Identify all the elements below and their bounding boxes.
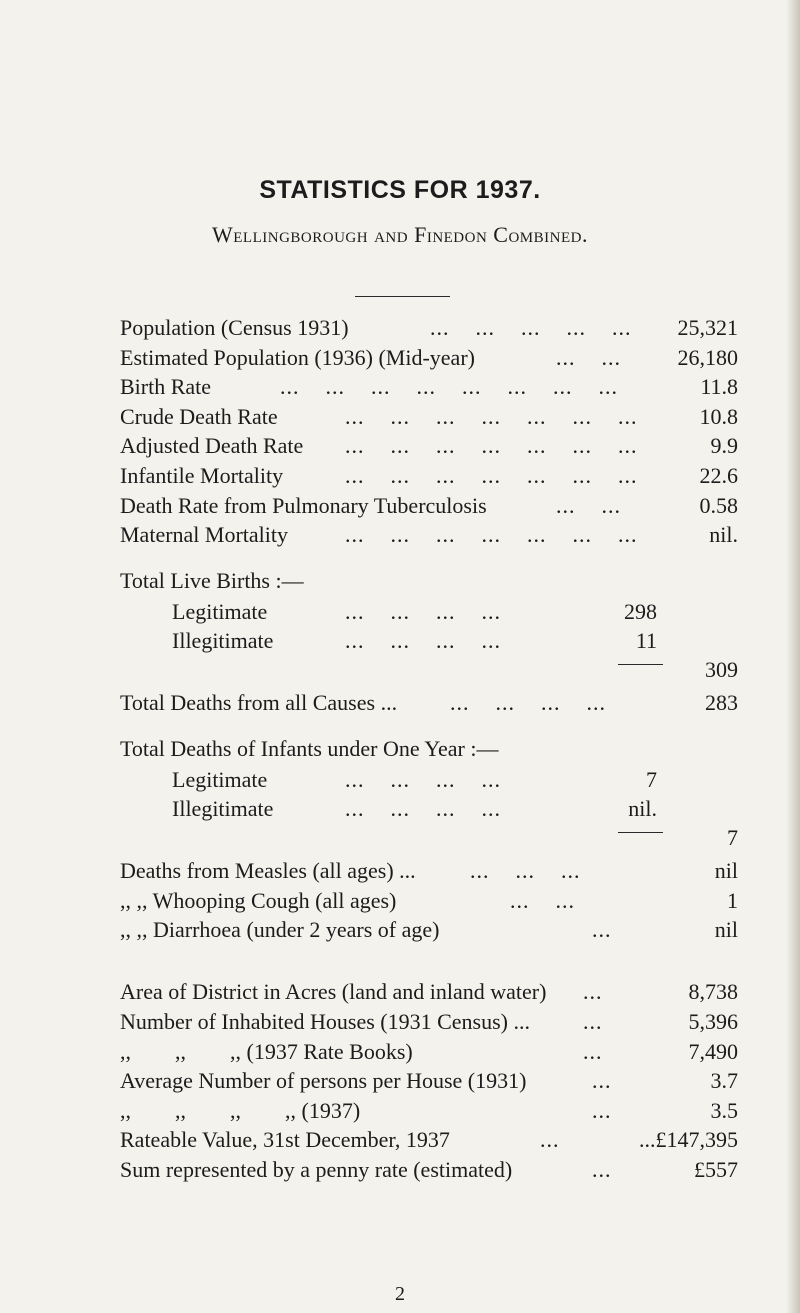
row-tb-death-rate	[0, 491, 800, 521]
row-total-deaths	[0, 688, 800, 718]
row-label: ,, ,, Whooping Cough (all ages)	[120, 888, 397, 913]
row-live-births-legitimate	[0, 597, 800, 627]
row-rateable-value	[0, 1125, 800, 1155]
row-label: Maternal Mortality	[120, 522, 289, 547]
row-value: 26,180	[677, 345, 738, 370]
row-value: ...£147,395	[639, 1127, 738, 1152]
row-value: 3.7	[710, 1068, 738, 1093]
row-label: Birth Rate	[120, 374, 212, 399]
row-value: nil.	[709, 522, 738, 547]
row-live-births-total	[0, 655, 800, 685]
row-infantile-mortality	[0, 461, 800, 491]
row-label: Adjusted Death Rate	[120, 433, 304, 458]
infant-deaths-heading	[0, 734, 800, 764]
sub-value: 298	[624, 599, 657, 624]
row-label: Legitimate	[172, 767, 268, 792]
row-label: Rateable Value, 31st December, 1937	[120, 1127, 450, 1152]
leader-dots: ... ... ... ... ... ... ...	[345, 463, 638, 488]
row-diarrhoea	[0, 915, 800, 945]
row-label: Death Rate from Pulmonary Tuberculosis	[120, 493, 487, 518]
row-maternal-mortality	[0, 520, 800, 550]
row-value: 10.8	[699, 404, 738, 429]
row-label: ,, ,, Diarrhoea (under 2 years of age)	[120, 917, 440, 942]
row-label: Estimated Population (1936) (Mid-year)	[120, 345, 475, 370]
leader-dots: ... ... ... ...	[450, 690, 606, 715]
row-label: ,, ,, ,, ,, (1937)	[120, 1098, 361, 1123]
row-whooping-cough	[0, 886, 800, 916]
leader-dots: ... ... ... ... ... ... ...	[345, 404, 638, 429]
leader-dots: ... ...	[556, 345, 621, 370]
row-area	[0, 977, 800, 1007]
row-measles	[0, 856, 800, 886]
row-label: Total Deaths from all Causes ...	[120, 690, 398, 715]
section-heading: Total Live Births :—	[120, 568, 304, 593]
sub-value: nil.	[628, 796, 657, 821]
leader-dots: ... ... ... ...	[345, 796, 501, 821]
page-number: 2	[395, 1283, 405, 1305]
leader-dots: ... ... ... ...	[345, 628, 501, 653]
leader-dots: ...	[592, 1068, 612, 1093]
leader-dots: ...	[592, 1098, 612, 1123]
row-value: 22.6	[699, 463, 738, 488]
leader-dots: ...	[583, 1039, 603, 1064]
row-value: 9.9	[710, 433, 738, 458]
row-label: Deaths from Measles (all ages) ...	[120, 858, 416, 883]
row-label: Average Number of persons per House (1931)	[120, 1068, 527, 1093]
leader-dots: ... ... ... ...	[345, 599, 501, 624]
sub-value: 7	[646, 767, 657, 792]
row-value: 283	[705, 690, 738, 715]
row-infant-deaths-legitimate	[0, 765, 800, 795]
row-label: Legitimate	[172, 599, 268, 624]
leader-dots: ... ... ... ...	[345, 767, 501, 792]
row-penny-rate	[0, 1155, 800, 1185]
leader-dots: ...	[583, 979, 603, 1004]
row-infant-deaths-illegitimate	[0, 794, 800, 824]
row-value: 25,321	[677, 315, 738, 340]
sub-value: 11	[635, 628, 657, 653]
row-value: 5,396	[688, 1009, 738, 1034]
row-houses-1931	[0, 1007, 800, 1037]
leader-dots: ...	[540, 1127, 560, 1152]
row-persons-1931	[0, 1066, 800, 1096]
row-estimated-population	[0, 343, 800, 373]
row-live-births-illegitimate	[0, 626, 800, 656]
live-births-heading	[0, 566, 800, 596]
row-value: £557	[694, 1157, 738, 1182]
row-birth-rate	[0, 372, 800, 402]
leader-dots: ... ... ...	[470, 858, 581, 883]
row-value: 7,490	[688, 1039, 738, 1064]
row-value: nil	[714, 858, 738, 883]
row-value: 0.58	[699, 493, 738, 518]
row-label: Population (Census 1931)	[120, 315, 349, 340]
leader-dots: ...	[583, 1009, 603, 1034]
row-value: nil	[714, 917, 738, 942]
row-adjusted-death-rate	[0, 431, 800, 461]
row-label: Area of District in Acres (land and inland water)	[120, 979, 547, 1004]
row-infant-deaths-total	[0, 823, 800, 853]
row-value: 3.5	[710, 1098, 738, 1123]
row-crude-death-rate	[0, 402, 800, 432]
leader-dots: ... ... ... ... ... ... ...	[345, 433, 638, 458]
row-label: Crude Death Rate	[120, 404, 278, 429]
leader-dots: ...	[592, 1157, 612, 1182]
row-label: Sum represented by a penny rate (estimated)	[120, 1157, 513, 1182]
row-houses-1937	[0, 1037, 800, 1067]
row-value: 11.8	[700, 374, 738, 399]
total-value: 7	[727, 825, 738, 850]
row-population	[0, 313, 800, 343]
total-value: 309	[705, 657, 738, 682]
title-divider	[355, 296, 450, 297]
row-label: Infantile Mortality	[120, 463, 284, 488]
leader-dots: ... ... ... ... ... ... ... ...	[280, 374, 618, 399]
leader-dots: ...	[592, 917, 612, 942]
row-label: Number of Inhabited Houses (1931 Census) ...	[120, 1009, 530, 1034]
row-label: Illegitimate	[172, 796, 274, 821]
page-subtitle: Wellingborough and Finedon Combined.	[212, 222, 588, 247]
leader-dots: ... ... ... ... ...	[430, 315, 632, 340]
row-value: 1	[727, 888, 738, 913]
row-label: ,, ,, ,, (1937 Rate Books)	[120, 1039, 413, 1064]
row-label: Illegitimate	[172, 628, 274, 653]
row-persons-1937	[0, 1096, 800, 1126]
leader-dots: ... ...	[556, 493, 621, 518]
section-heading: Total Deaths of Infants under One Year :—	[120, 736, 499, 761]
leader-dots: ... ... ... ... ... ... ...	[345, 522, 638, 547]
page-title: STATISTICS FOR 1937.	[259, 176, 541, 204]
leader-dots: ... ...	[510, 888, 575, 913]
row-value: 8,738	[688, 979, 738, 1004]
